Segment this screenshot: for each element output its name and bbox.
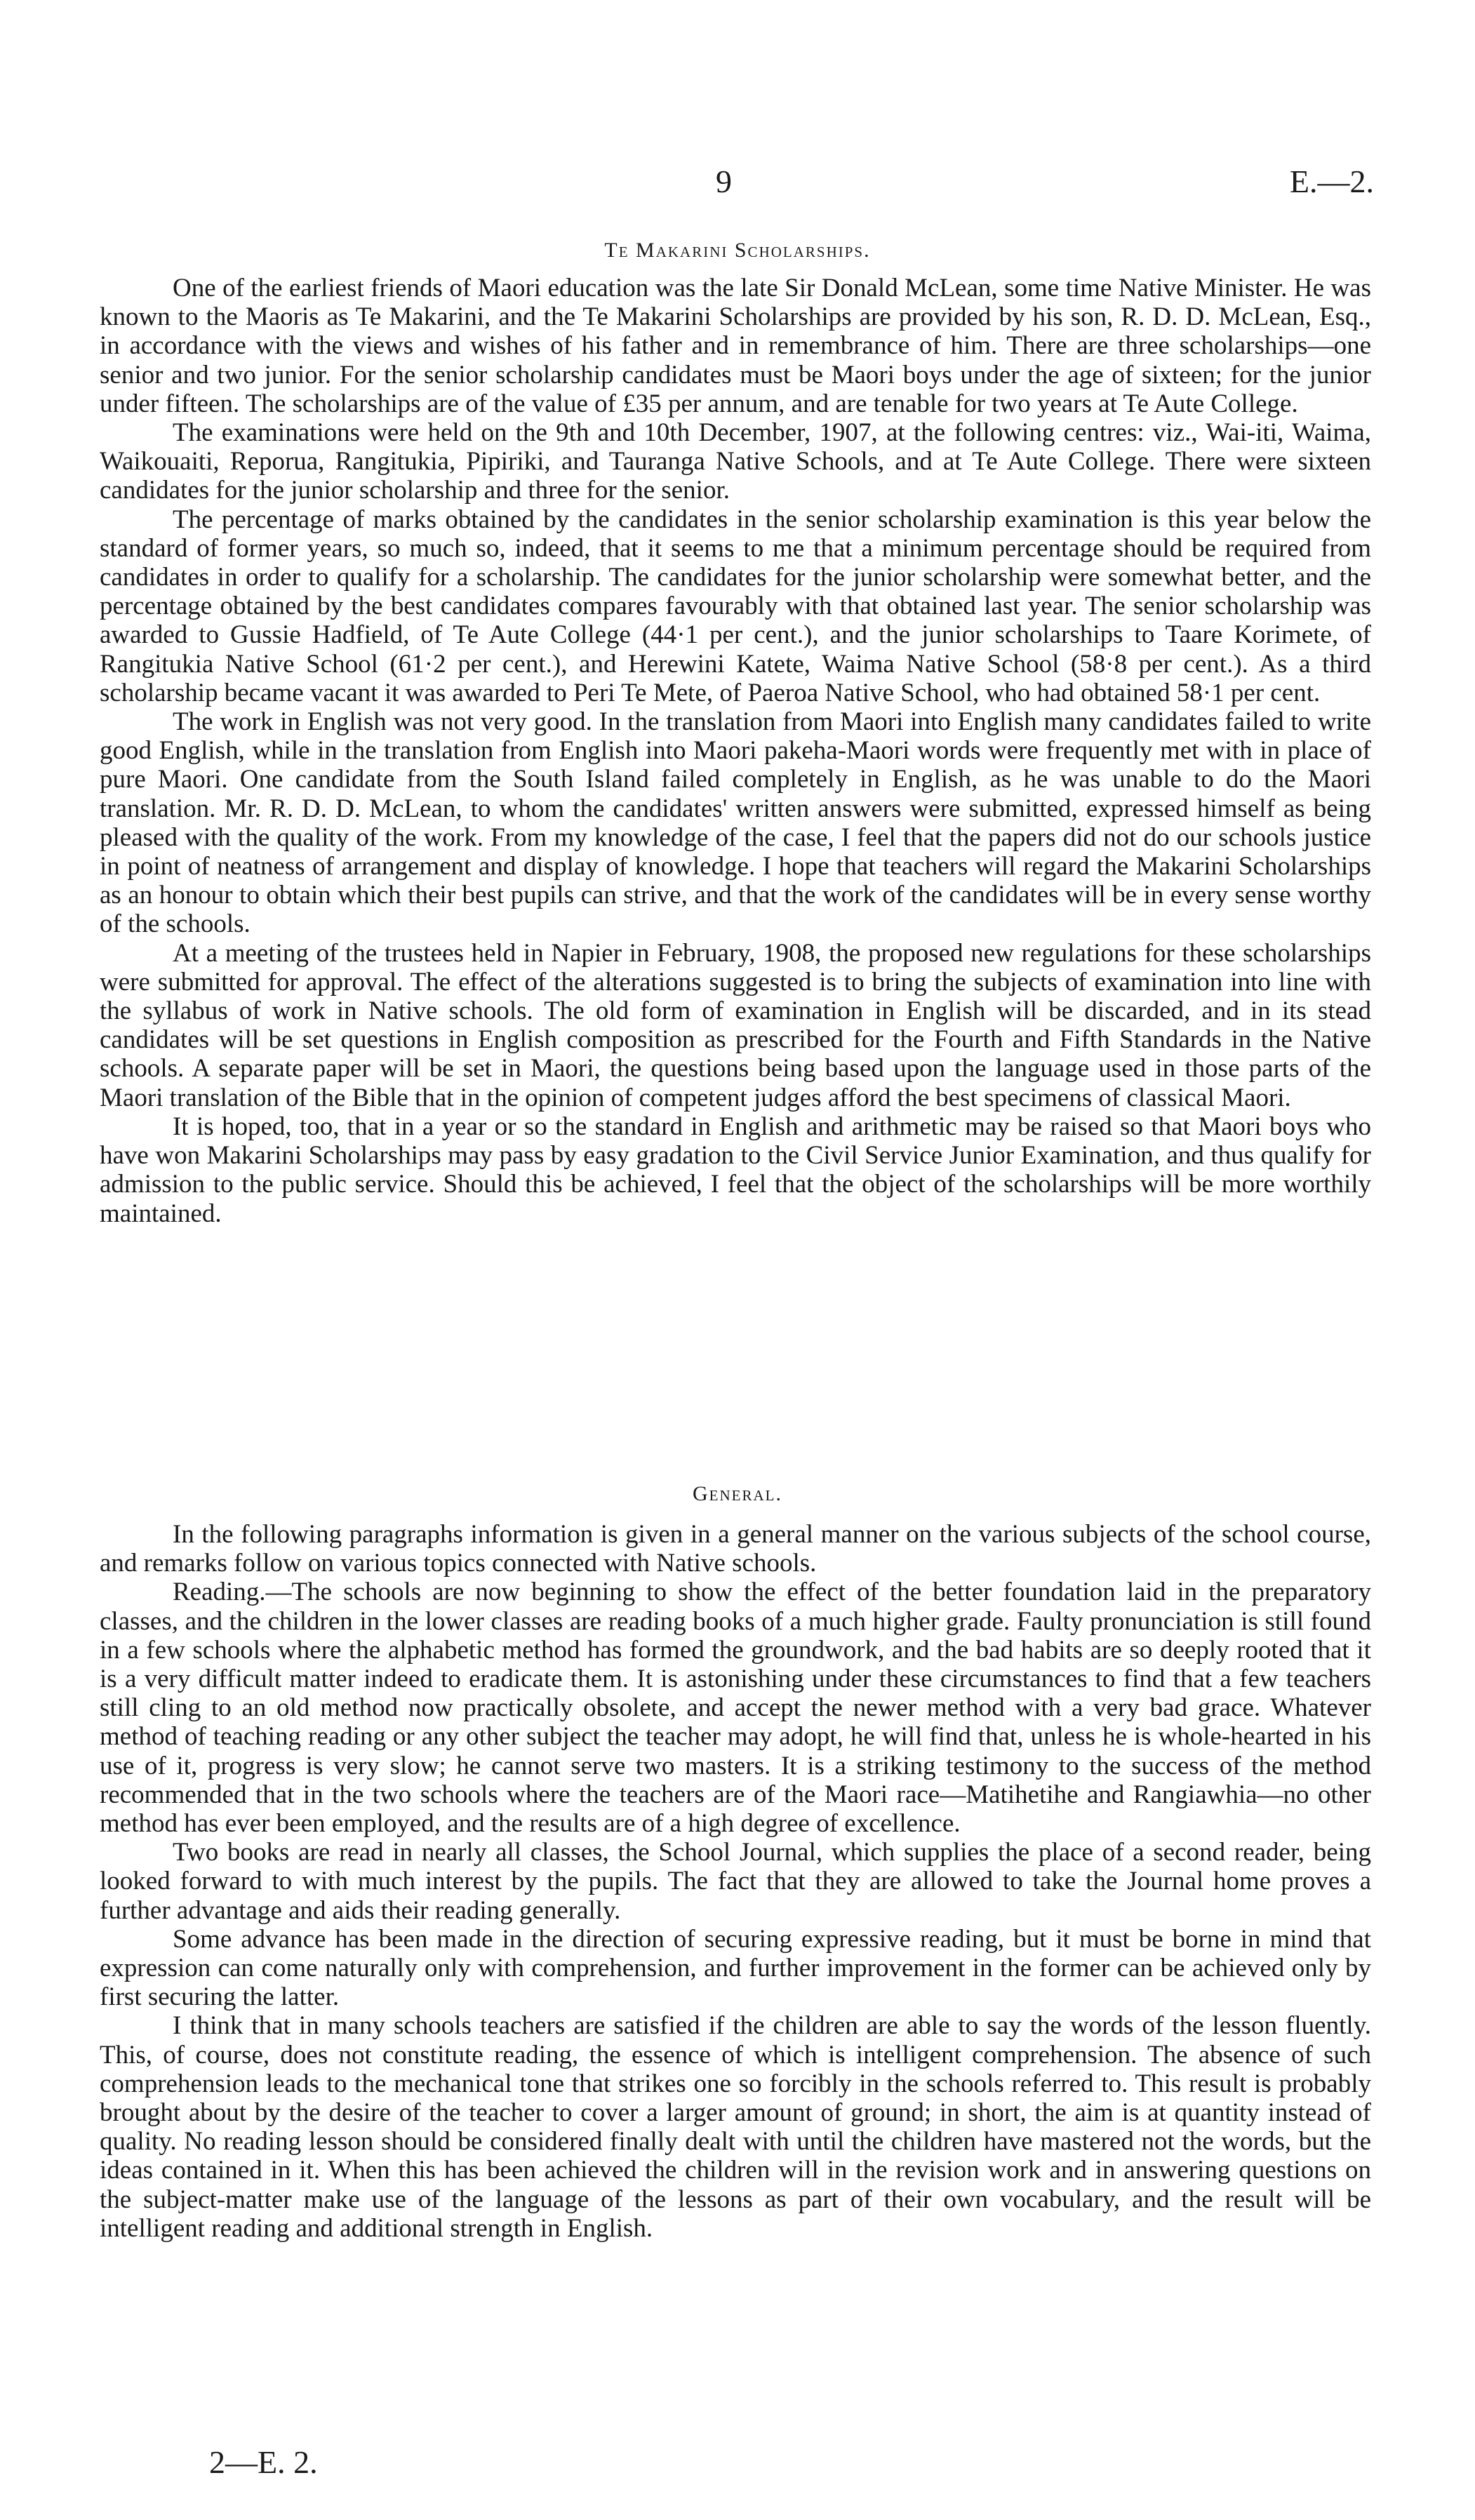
paragraph: The work in English was not very good. In the translation from Maori into English many candidates failed to write good English, while in the translation from English into Maori pakeha-Maori words were frequently met with in place of pure Maori. One candidate from the South Island failed completely in English, as he was unable to do the Maori translation. Mr. R. D. D. McLean, to whom the candidates' written answers were submitted, expressed himself as being pleased with the quality of the work. From my knowledge of the case, I feel that the papers did not do our schools justice in point of neatness of arrangement and display of knowledge. I hope that teachers will regard the Makarini Scholarships as an honour to obtain which their best pupils can strive, and that the work of the candidates will be in every sense worthy of the schools. [100, 707, 1371, 939]
paragraph: The percentage of marks obtained by the candidates in the senior scholarship examination is this year below the standard of former years, so much so, indeed, that it seems to me that a minimum percentage should be required from candidates in order to qualify for a scholarship. The candidates for the junior scholarship were somewhat better, and the percentage obtained by the best candidates compares favourably with that obtained last year. The senior scholarship was awarded to Gussie Hadfield, of Te Aute College (44·1 per cent.), and the junior scholarships to Taare Korimete, of Rangitukia Native School (61·2 per cent.), and Herewini Katete, Waima Native School (58·8 per cent.). As a third scholarship became vacant it was awarded to Peri Te Mete, of Paeroa Native School, who had obtained 58·1 per cent. [100, 505, 1371, 707]
paragraph: I think that in many schools teachers are satisfied if the children are able to say the words of the lesson fluently. This, of course, does not constitute reading, the essence of which is intelligent comprehension. The absence of such comprehension leads to the mechanical tone that strikes one so forcibly in the schools referred to. This result is probably brought about by the desire of the teacher to cover a larger amount of ground; in short, the aim is at quantity instead of quality. No reading lesson should be considered finally dealt with until the children have mastered not the words, but the ideas contained in it. When this has been achieved the children will in the revision work and in answering questions on the subject-matter make use of the language of the lessons as part of their own vocabulary, and the result will be intelligent reading and additional strength in English. [100, 2011, 1371, 2243]
section-general-body [100, 1520, 1371, 2243]
section-heading-scholarships: Te Makarini Scholarships. [604, 239, 871, 262]
paragraph: At a meeting of the trustees held in Napier in February, 1908, the proposed new regulations for these scholarships were submitted for approval. The effect of the alterations suggested is to bring the subjects of examination into line with the syllabus of work in Native schools. The old form of examination in English will be discarded, and in its stead candidates will be set questions in English composition as prescribed for the Fourth and Fifth Standards in the Native schools. A separate paper will be set in Maori, the questions being based upon the language used in those parts of the Maori translation of the Bible that in the opinion of competent judges afford the best specimens of classical Maori. [100, 938, 1371, 1112]
paragraph: It is hoped, too, that in a year or so the standard in English and arithmetic may be raised so that Maori boys who have won Makarini Scholarships may pass by easy gradation to the Civil Service Junior Examination, and thus qualify for admission to the public service. Should this be achieved, I feel that the object of the scholarships will be more worthily maintained. [100, 1112, 1371, 1228]
paragraph: One of the earliest friends of Maori education was the late Sir Donald McLean, some time Native Minister. He was known to the Maoris as Te Makarini, and the Te Makarini Scholarships are provided by his son, R. D. D. McLean, Esq., in accordance with the views and wishes of his father and in remembrance of him. There are three scholarships—one senior and two junior. For the senior scholarship candidates must be Maori boys under the age of sixteen; for the junior under fifteen. The scholarships are of the value of £35 per annum, and are tenable for two years at Te Aute College. [100, 274, 1371, 418]
paragraph: In the following paragraphs information is given in a general manner on the various subjects of the school course, and remarks follow on various topics connected with Native schools. [100, 1520, 1371, 1578]
section-scholarships-body [100, 274, 1371, 1228]
page-number: 9 [716, 164, 732, 199]
paragraph: Two books are read in nearly all classes, the School Journal, which supplies the place of a second reader, being looked forward to with much interest by the pupils. The fact that they are allowed to take the Journal home proves a further advantage and aids their reading generally. [100, 1838, 1371, 1925]
footer-signature-reference: 2—E. 2. [209, 2444, 318, 2480]
document-reference: E.—2. [1289, 164, 1374, 199]
section-heading-general: General. [693, 1482, 782, 1505]
paragraph: The examinations were held on the 9th and 10th December, 1907, at the following centres: viz., Wai-iti, Waima, Waikouaiti, Reporua, Rangitukia, Pipiriki, and Tauranga Native Schools, and at Te Aute College. There were sixteen candidates for the junior scholarship and three for the senior. [100, 418, 1371, 505]
paragraph: Reading.—The schools are now beginning to show the effect of the better foundation laid in the preparatory classes, and the children in the lower classes are reading books of a much higher grade. Faulty pronunciation is still found in a few schools where the alphabetic method has formed the groundwork, and the bad habits are so deeply rooted that it is a very difficult matter indeed to eradicate them. It is astonishing under these circumstances to find that a few teachers still cling to an old method now practically obsolete, and accept the newer method with a very bad grace. Whatever method of teaching reading or any other subject the teacher may adopt, he will find that, unless he is whole-hearted in his use of it, progress is very slow; he cannot serve two masters. It is a striking testimony to the success of the method recommended that in the two schools where the teachers are of the Maori race—Matihetihe and Rangiawhia—no other method has ever been employed, and the results are of a high degree of excellence. [100, 1578, 1371, 1839]
paragraph: Some advance has been made in the direction of securing expressive reading, but it must be borne in mind that expression can come naturally only with comprehension, and further improvement in the former can be achieved only by first securing the latter. [100, 1924, 1371, 2012]
